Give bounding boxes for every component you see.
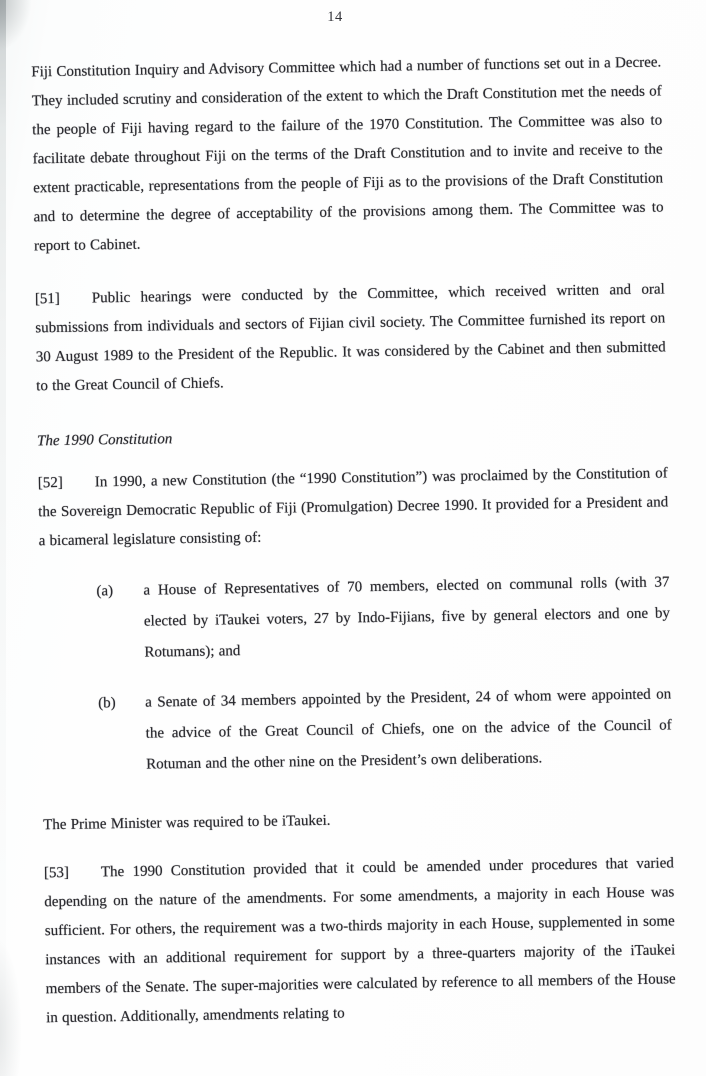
list-item-a-label: (a) xyxy=(96,583,114,600)
page-text-block xyxy=(31,48,676,1033)
paragraph-51-text: Public hearings were conducted by the Committee, which received written and oral submissions from individuals and sectors of Fijian civil society. The Committee furnished its report on 30 August 1989 to the President of the Republic. It was considered by the Cabinet and then submitted to the Great Council of Chiefs. xyxy=(35,281,666,395)
list-item-b-indent xyxy=(41,688,99,782)
list-item-a xyxy=(39,567,670,670)
list-item-b-text: a Senate of 34 members appointed by the President, 24 of whom were appointed on the advice of the Great Council of Chiefs, one on the advice of the Council of Rotuman and the other nine on the President’s own deliberations. xyxy=(145,686,672,773)
paragraph-53 xyxy=(44,849,677,1033)
paragraph-52-text: In 1990, a new Constitution (the “1990 Constitution”) was proclaimed by the Constitution of the Sovereign Democratic Republic of Fiji (Promulgation) Decree 1990. It provided for a President and a bicameral legislature consisting of: xyxy=(38,465,669,550)
paragraph-53-number: [53] xyxy=(43,864,70,882)
paragraph-51-number: [51] xyxy=(34,290,60,308)
paragraph-53-text: The 1990 Constitution provided that it could be amended under procedures that varied depending on the nature of the amendments. For some amendments, a majority in each House was sufficient. For others, the requirement was a two-thirds majority in each House, supplemented in some instances with an additional requirement for support by a three-quarters majority of the iTaukei members of the Senate. The super-majorities were calculated by reference to all members of the House in question. Additionally, amendments relating to xyxy=(44,855,676,1027)
section-heading-1990-constitution: The 1990 Constitution xyxy=(36,431,173,450)
list-item-b-label: (b) xyxy=(98,695,116,712)
paragraph-prime-minister: The Prime Minister was required to be iTaukei. xyxy=(43,812,331,834)
list-item-b xyxy=(41,679,672,782)
scan-smudge-top-left xyxy=(0,0,32,52)
paragraph-51 xyxy=(35,275,667,401)
scan-smudge-bottom-left xyxy=(0,936,22,1076)
scan-edge-artifact xyxy=(0,0,6,1076)
paragraph-intro: Fiji Constitution Inquiry and Advisory Committee which had a number of functions set out in a Decree. They included scrutiny and consideration of the extent to which the Draft Constitution met the needs of the people of Fiji having regard to the failure of the 1970 Constitution. The Committee was also to facilitate debate throughout Fiji on the terms of the Draft Constitution and to invite and receive to the extent practicable, representations from the people of Fiji as to the provisions of the Draft Constitution and to determine the degree of acceptability of the provisions among them. The Committee was to report to Cabinet. xyxy=(31,54,664,255)
list-item-a-indent xyxy=(39,576,97,670)
list-item-a-text: a House of Representatives of 70 members, elected on communal rolls (with 37 elected by iTaukei voters, 27 by Indo-Fijians, five by general electors and one by Rotumans); and xyxy=(143,574,671,661)
paragraph-52-number: [52] xyxy=(37,474,63,492)
paragraph-52 xyxy=(38,459,669,556)
page-number: 14 xyxy=(327,9,343,25)
